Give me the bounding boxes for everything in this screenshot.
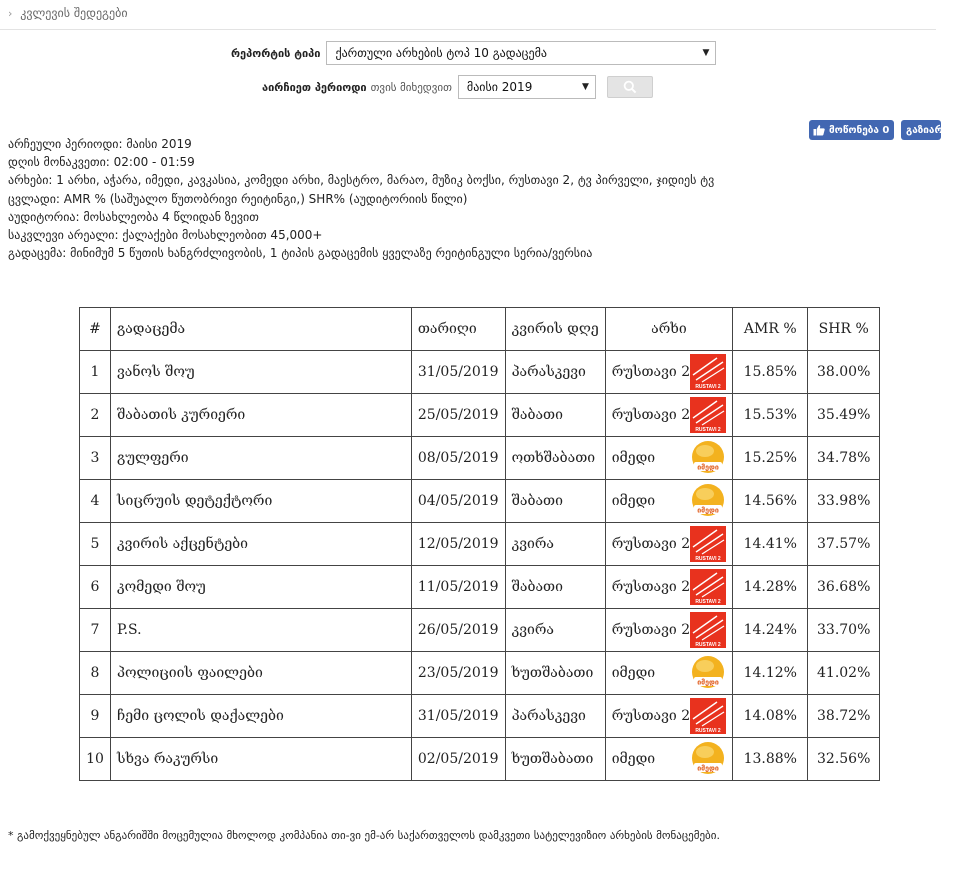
cell-shr: 35.49%: [808, 394, 880, 437]
search-icon: [623, 80, 637, 94]
cell-amr: 15.53%: [733, 394, 808, 437]
cell-weekday: კვირა: [505, 523, 605, 566]
channel-name: რუსთავი 2: [611, 622, 691, 638]
cell-show: ვანოს შოუ: [110, 351, 411, 394]
channel-wrap: [612, 741, 726, 777]
rustavi2-logo-text: RUSTAVI 2: [695, 642, 721, 648]
rustavi2-logo: [690, 612, 726, 648]
cell-show: სიცრუის დეტექტორი: [110, 480, 411, 523]
channel-name: რუსთავი 2: [611, 364, 691, 380]
info-line: აუდიტორია: მოსახლეობა 4 წლიდან ზევით: [8, 209, 259, 224]
cell-weekday: ხუთშაბათი: [505, 738, 605, 781]
cell-rank: 6: [80, 566, 111, 609]
breadcrumb: [0, 0, 936, 30]
cell-amr: 15.85%: [733, 351, 808, 394]
imedi-logo: [690, 655, 726, 691]
table-row: [80, 480, 880, 523]
table-row: [80, 437, 880, 480]
period-value: მაისი 2019: [466, 80, 533, 94]
cell-rank: 2: [80, 394, 111, 437]
rustavi2-logo: [690, 569, 726, 605]
cell-rank: 8: [80, 652, 111, 695]
cell-channel: [605, 480, 732, 523]
period-sublabel: თვის მიხედვით: [370, 80, 452, 94]
cell-rank: 3: [80, 437, 111, 480]
cell-show: P.S.: [110, 609, 411, 652]
imedi-logo-text: იმედი: [697, 463, 719, 472]
cell-amr: 14.08%: [733, 695, 808, 738]
table-row: [80, 738, 880, 781]
info-line: საკვლევი არეალი: ქალაქები მოსახლეობით 45,000+: [8, 228, 323, 243]
dropdown-arrow-icon: ▼: [582, 82, 589, 92]
cell-amr: 14.41%: [733, 523, 808, 566]
footnote: * გამოქვეყნებულ ანგარიშში მოცემულია მხოლოდ კომპანია თი-ვი ემ-არ საქართველოს დამკვეთი სატელევიზიო არხების მონაცემები.: [8, 829, 720, 842]
rustavi2-logo: [690, 354, 726, 390]
channel-name: რუსთავი 2: [611, 407, 691, 423]
channel-wrap: [612, 354, 726, 390]
cell-date: 31/05/2019: [411, 351, 505, 394]
table-row: [80, 652, 880, 695]
cell-amr: 14.12%: [733, 652, 808, 695]
dropdown-arrow-icon: ▼: [702, 48, 710, 58]
facebook-like-button[interactable]: [809, 120, 894, 140]
rustavi2-logo-text: RUSTAVI 2: [695, 384, 721, 390]
column-header-amr: AMR %: [733, 308, 808, 351]
cell-date: 04/05/2019: [411, 480, 505, 523]
cell-amr: 13.88%: [733, 738, 808, 781]
channel-name: რუსთავი 2: [611, 579, 691, 595]
chevron-right-icon: ›: [8, 7, 13, 20]
channel-wrap: [612, 483, 726, 519]
thumbs-up-icon: [813, 124, 825, 136]
imedi-logo-text: იმედი: [697, 678, 719, 687]
cell-channel: [605, 738, 732, 781]
cell-shr: 37.57%: [808, 523, 880, 566]
cell-channel: [605, 566, 732, 609]
channel-wrap: [612, 612, 726, 648]
cell-date: 31/05/2019: [411, 695, 505, 738]
period-select[interactable]: [458, 75, 596, 99]
cell-channel: [605, 437, 732, 480]
cell-weekday: შაბათი: [505, 566, 605, 609]
table-row: [80, 523, 880, 566]
facebook-share-label: გაზიარება: [906, 124, 959, 136]
table-row: [80, 695, 880, 738]
cell-amr: 14.28%: [733, 566, 808, 609]
cell-shr: 33.70%: [808, 609, 880, 652]
cell-date: 08/05/2019: [411, 437, 505, 480]
channel-name: იმედი: [611, 450, 656, 466]
cell-rank: 5: [80, 523, 111, 566]
period-label: აირჩიეთ პერიოდი: [262, 80, 367, 94]
cell-weekday: კვირა: [505, 609, 605, 652]
table-header-row: [80, 308, 880, 351]
period-row: [262, 75, 653, 99]
cell-amr: 14.24%: [733, 609, 808, 652]
cell-weekday: ხუთშაბათი: [505, 652, 605, 695]
cell-rank: 4: [80, 480, 111, 523]
cell-channel: [605, 394, 732, 437]
info-line: გადაცემა: მინიმუმ 5 წუთის ხანგრძლივობის, 1 ტიპის გადაცემის ყველაზე რეიტინგული სერია/ვერსია: [8, 246, 593, 261]
report-info: [8, 135, 714, 262]
imedi-logo-text: იმედი: [697, 764, 719, 773]
rustavi2-logo-text: RUSTAVI 2: [695, 728, 721, 734]
cell-shr: 41.02%: [808, 652, 880, 695]
rustavi2-logo: [690, 698, 726, 734]
table-row: [80, 609, 880, 652]
channel-name: იმედი: [611, 751, 656, 767]
cell-date: 23/05/2019: [411, 652, 505, 695]
channel-wrap: [612, 569, 726, 605]
cell-show: კვირის აქცენტები: [110, 523, 411, 566]
cell-weekday: პარასკევი: [505, 351, 605, 394]
imedi-logo-text: იმედი: [697, 506, 719, 515]
channel-wrap: [612, 397, 726, 433]
cell-rank: 7: [80, 609, 111, 652]
cell-shr: 38.00%: [808, 351, 880, 394]
cell-rank: 9: [80, 695, 111, 738]
cell-show: შაბათის კურიერი: [110, 394, 411, 437]
column-header-show: გადაცემა: [110, 308, 411, 351]
cell-weekday: პარასკევი: [505, 695, 605, 738]
cell-weekday: ოთხშაბათი: [505, 437, 605, 480]
table-row: [80, 394, 880, 437]
info-line: ცვლადი: AMR % (საშუალო წუთობრივი რეიტინგი,) SHR% (აუდიტორიის წილი): [8, 191, 468, 206]
channel-name: რუსთავი 2: [611, 708, 691, 724]
info-line: არხები: 1 არხი, აჭარა, იმედი, კავკასია, კომედი არხი, მაესტრო, მარაო, მუზიკ ბოქსი, რუსთავი 2, ტვ პირველი, ჯიდიეს ტვ: [8, 173, 715, 188]
cell-channel: [605, 523, 732, 566]
cell-rank: 10: [80, 738, 111, 781]
imedi-logo: [690, 741, 726, 777]
imedi-logo: [690, 440, 726, 476]
search-button[interactable]: [607, 76, 653, 98]
cell-show: ჩემი ცოლის დაქალები: [110, 695, 411, 738]
report-type-value: ქართული არხების ტოპ 10 გადაცემა: [335, 46, 547, 60]
rustavi2-logo: [690, 397, 726, 433]
rustavi2-logo-text: RUSTAVI 2: [695, 427, 721, 433]
facebook-like-label: მოწონება 0: [829, 124, 890, 136]
cell-date: 11/05/2019: [411, 566, 505, 609]
ratings-table: [79, 307, 880, 781]
channel-name: იმედი: [611, 493, 656, 509]
rustavi2-logo-text: RUSTAVI 2: [695, 556, 721, 562]
cell-amr: 15.25%: [733, 437, 808, 480]
cell-date: 12/05/2019: [411, 523, 505, 566]
channel-name: რუსთავი 2: [611, 536, 691, 552]
cell-date: 25/05/2019: [411, 394, 505, 437]
cell-shr: 38.72%: [808, 695, 880, 738]
info-line: დღის მონაკვეთი: 02:00 - 01:59: [8, 155, 195, 170]
cell-shr: 34.78%: [808, 437, 880, 480]
cell-shr: 36.68%: [808, 566, 880, 609]
cell-shr: 32.56%: [808, 738, 880, 781]
cell-show: პოლიციის ფაილები: [110, 652, 411, 695]
cell-channel: [605, 609, 732, 652]
rustavi2-logo-text: RUSTAVI 2: [695, 599, 721, 605]
column-header-shr: SHR %: [808, 308, 880, 351]
column-header-date: თარიღი: [411, 308, 505, 351]
cell-shr: 33.98%: [808, 480, 880, 523]
cell-channel: [605, 351, 732, 394]
cell-rank: 1: [80, 351, 111, 394]
report-type-select[interactable]: [326, 41, 716, 65]
table-row: [80, 351, 880, 394]
rustavi2-logo: [690, 526, 726, 562]
table-row: [80, 566, 880, 609]
column-header-weekday: კვირის დღე: [505, 308, 605, 351]
imedi-logo: [690, 483, 726, 519]
channel-wrap: [612, 698, 726, 734]
info-line: არჩეული პერიოდი: მაისი 2019: [8, 137, 192, 151]
cell-show: კომედი შოუ: [110, 566, 411, 609]
cell-show: სხვა რაკურსი: [110, 738, 411, 781]
channel-wrap: [612, 440, 726, 476]
cell-amr: 14.56%: [733, 480, 808, 523]
cell-channel: [605, 652, 732, 695]
column-header-channel: არხი: [605, 308, 732, 351]
cell-weekday: შაბათი: [505, 394, 605, 437]
cell-channel: [605, 695, 732, 738]
channel-name: იმედი: [611, 665, 656, 681]
breadcrumb-label[interactable]: კვლევის შედეგები: [20, 6, 128, 20]
cell-date: 02/05/2019: [411, 738, 505, 781]
channel-wrap: [612, 655, 726, 691]
cell-show: გულფერი: [110, 437, 411, 480]
facebook-share-button[interactable]: [901, 120, 959, 140]
report-type-label: რეპორტის ტიპი: [231, 46, 321, 60]
cell-weekday: შაბათი: [505, 480, 605, 523]
cell-date: 26/05/2019: [411, 609, 505, 652]
report-type-row: [231, 41, 716, 65]
column-header-number: #: [80, 308, 111, 351]
channel-wrap: [612, 526, 726, 562]
